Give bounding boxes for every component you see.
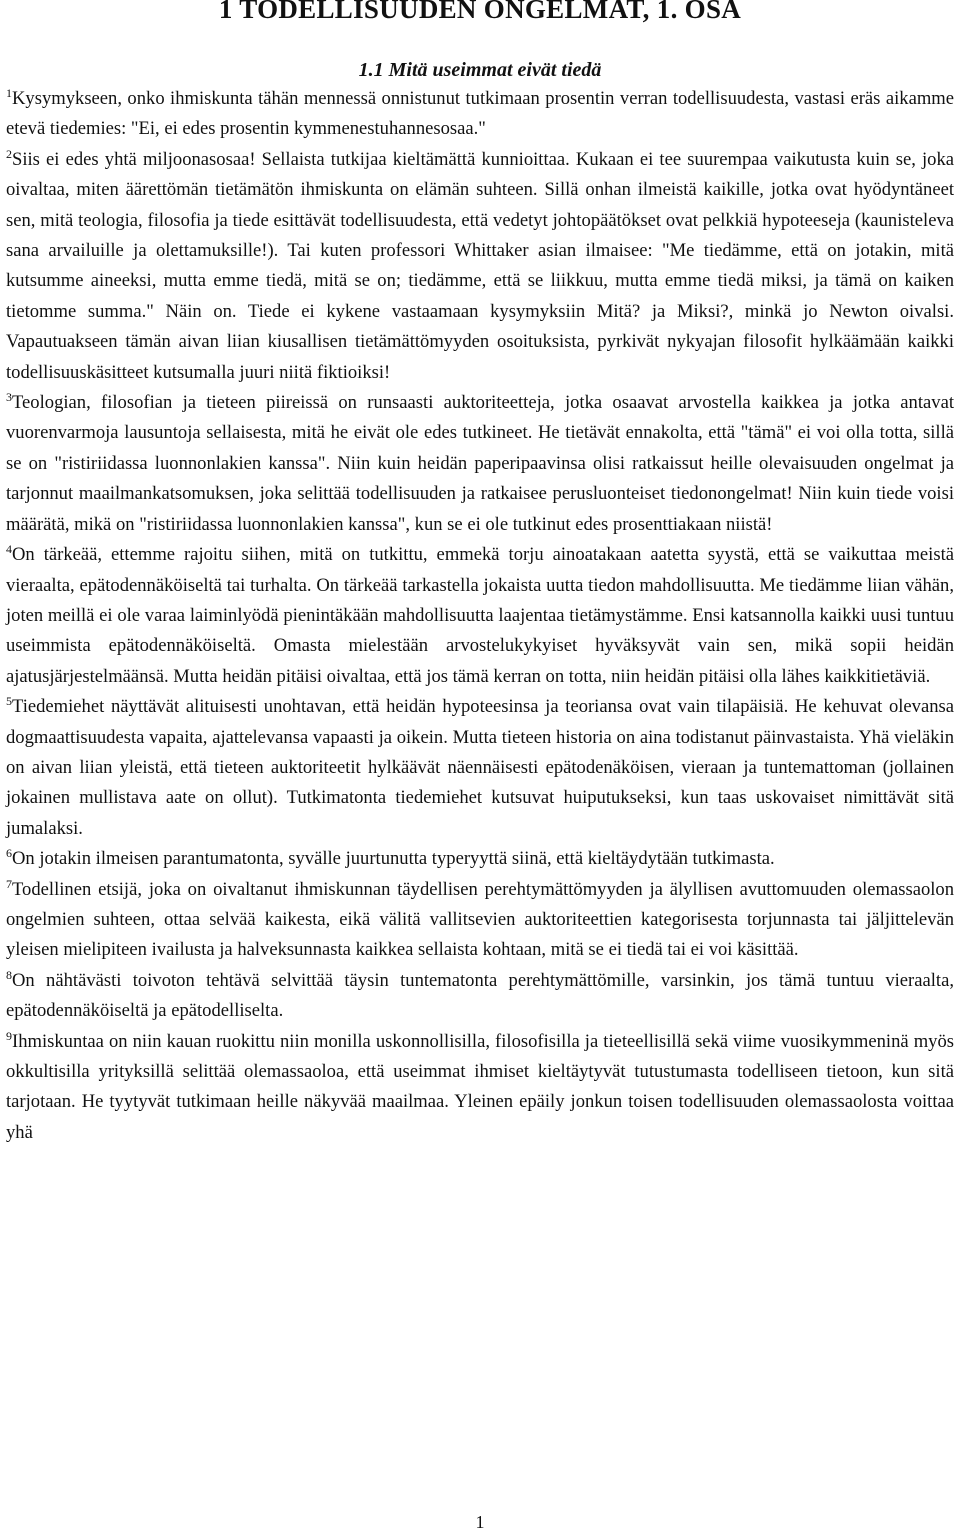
paragraph-2 <box>6 145 954 388</box>
paragraph-text: Teologian, filosofian ja tieteen piireissä on runsaasti auktoriteetteja, jotka osaavat arvostella kaikkea ja jotka antavat vuorenvarmoja lausuntoja sellaisesta, mitä he eivät ole edes tutkineet. He tietävät ennakolta, että "tämä" ei voi olla totta, sillä se on "ristiriidassa luonnonlakien kanssa". Niin kuin heidän paperipaavinsa olisi ratkaissut heille olevaisuuden ongelmat ja tarjonnut maailmankatsomuksen, joka selittää todellisuuden ja ratkaisee perusluonteiset tiedonongelmat! Niin kuin tiede voisi määrätä, mikä on "ristiriidassa luonnonlakien kanssa", kun se ei ole tutkinut edes prosenttiakaan niistä! <box>6 392 954 535</box>
paragraph-8 <box>6 966 954 1027</box>
paragraph-number: 5 <box>6 694 12 709</box>
paragraph-number: 3 <box>6 390 12 405</box>
paragraph-text: Ihmiskuntaa on niin kauan ruokittu niin monilla uskonnollisilla, filosofisilla ja tieteellisillä sekä viime vuosikymmeninä myös okkultisilla yrityksillä selittää olemassaoloa, että useimmat ihmiset kieltäytyvät tutustumasta todelliseen tietoon, kun sitä tarjotaan. He tyytyvät tutkimaan heille näkyvää maailmaa. Yleinen epäily jonkun toisen todellisuuden olemassaolosta voittaa yhä <box>6 1030 954 1143</box>
document-page <box>6 0 954 1148</box>
page-number: 1 <box>475 1512 485 1532</box>
paragraph-text: On jotakin ilmeisen parantumatonta, syvälle juurtunutta typeryyttä siinä, että kieltäydytään tutkimasta. <box>12 848 775 870</box>
paragraph-number: 1 <box>6 86 12 100</box>
paragraph-number: 9 <box>6 1028 12 1043</box>
paragraph-text: Tiedemiehet näyttävät alituisesti unohtavan, että heidän hypoteesinsa ja teoriansa ovat vain tilapäisiä. He kehuvat olevansa dogmaattisuudesta vapaita, ajattelevansa vapaasti ja oikein. Mutta tieteen historia on aina todistanut päinvastaista. Yhä vieläkin on aivan liian yleistä, että tieteen auktoriteetit hylkäävät näennäisesti epätodenäköisen, vieraan ja tuntemattoman (jollainen jokainen mullistava aate on ollut). Tutkimatonta tiedemiehet kutsuvat huiputukseksi, kun taas uskovaiset nimittävät sitä jumalaksi. <box>6 696 954 839</box>
paragraph-text: Siis ei edes yhtä miljoonasosaa! Sellaista tutkijaa kieltämättä kunnioittaa. Kukaan ei tee suurempaa vaikutusta kuin se, joka oivaltaa, miten äärettömän tietämätön ihmiskunta on elämän suhteen. Sillä onhan ilmeistä kaikille, jotka ovat hyödyntäneet sen, mitä teologia, filosofia ja tiede esittävät todellisuudesta, että vedetyt johtopäätökset ovat pelkkiä hypoteeseja (kaunisteleva sana arvailuille ja olettamuksille!). Tai kuten professori Whittaker asian ilmaisee: "Me tiedämme, että on jotakin, mitä kutsumme aineeksi, mutta emme tiedä, mitä se on; tiedämme, että se liikkuu, mutta emme tiedä miksi, ja tämä on kaiken tietomme summa." Näin on. Tiede ei kykene vastaamaan kysymyksiin Mitä? ja Miksi?, minkä jo Newton oivalsi. Vapautuakseen tämän aivan liian kiusallisen tietämättömyyden osoituksista, pyrkivät nykyajan filosofit hylkäämään kaikki todellisuuskäsitteet kutsumalla juuri niitä fiktioiksi! <box>6 148 954 383</box>
paragraph-1 <box>6 84 954 145</box>
paragraph-9 <box>6 1027 954 1149</box>
section-title: 1.1 Mitä useimmat eivät tiedä <box>358 59 602 81</box>
paragraph-6 <box>6 844 954 874</box>
paragraph-text: On tärkeää, ettemme rajoitu siihen, mitä on tutkittu, emmekä torju ainoatakaan aatetta syystä, että se vaikuttaa meistä vieraalta, epätodennäköiseltä tai turhalta. On tärkeää tarkastella jokaista uutta tiedon mahdollisuutta. Me tiedämme liian vähän, joten meillä ei ole varaa laiminlyödä pienintäkään mahdollisuutta laajentaa tietämystämme. Ensi katsannolla kaikki uusi tuntuu useimmista epätodennäköiseltä. Omasta mielestään arvostelukykyiset hyväksyvät vain sen, mikä sopii heidän ajatusjärjestelmäänsä. Mutta heidän pitäisi oivaltaa, että jos tämä kerran on totta, niin heidän pitäisi olla lähes kaikkitietäviä. <box>6 544 954 687</box>
paragraph-4 <box>6 540 954 692</box>
chapter-title: 1 TODELLISUUDEN ONGELMAT, 1. OSA <box>218 0 742 24</box>
paragraph-number: 8 <box>6 967 12 982</box>
paragraph-3 <box>6 388 954 540</box>
paragraph-7 <box>6 875 954 966</box>
paragraph-number: 6 <box>6 846 12 861</box>
paragraph-number: 7 <box>6 876 12 891</box>
paragraph-text: On nähtävästi toivoton tehtävä selvittää täysin tuntematonta perehtymättömille, varsinkin, jos tämä tuntuu vieraalta, epätodennäköiseltä ja epätodelliselta. <box>6 969 954 1022</box>
paragraph-number: 2 <box>6 146 12 161</box>
paragraph-text: Todellinen etsijä, joka on oivaltanut ihmiskunnan täydellisen perehtymättömyyden ja älyllisen avuttomuuden olemassaolon ongelmien suhteen, ottaa selvää kaikesta, eikä välitä vallitsevien auktoriteettien kategorisesta torjunnasta tai jäljittelevän yleisen mielipiteen ivailusta ja halveksunnasta kaikkea sellaista kohtaan, mitä se ei tiedä tai ei voi käsittää. <box>6 878 954 961</box>
paragraph-5 <box>6 692 954 844</box>
paragraph-text: Kysymykseen, onko ihmiskunta tähän mennessä onnistunut tutkimaan prosentin verran todellisuudesta, vastasi eräs aikamme etevä tiedemies: "Ei, ei edes prosentin kymmenestuhannesosaa." <box>6 88 954 140</box>
paragraph-number: 4 <box>6 542 12 557</box>
